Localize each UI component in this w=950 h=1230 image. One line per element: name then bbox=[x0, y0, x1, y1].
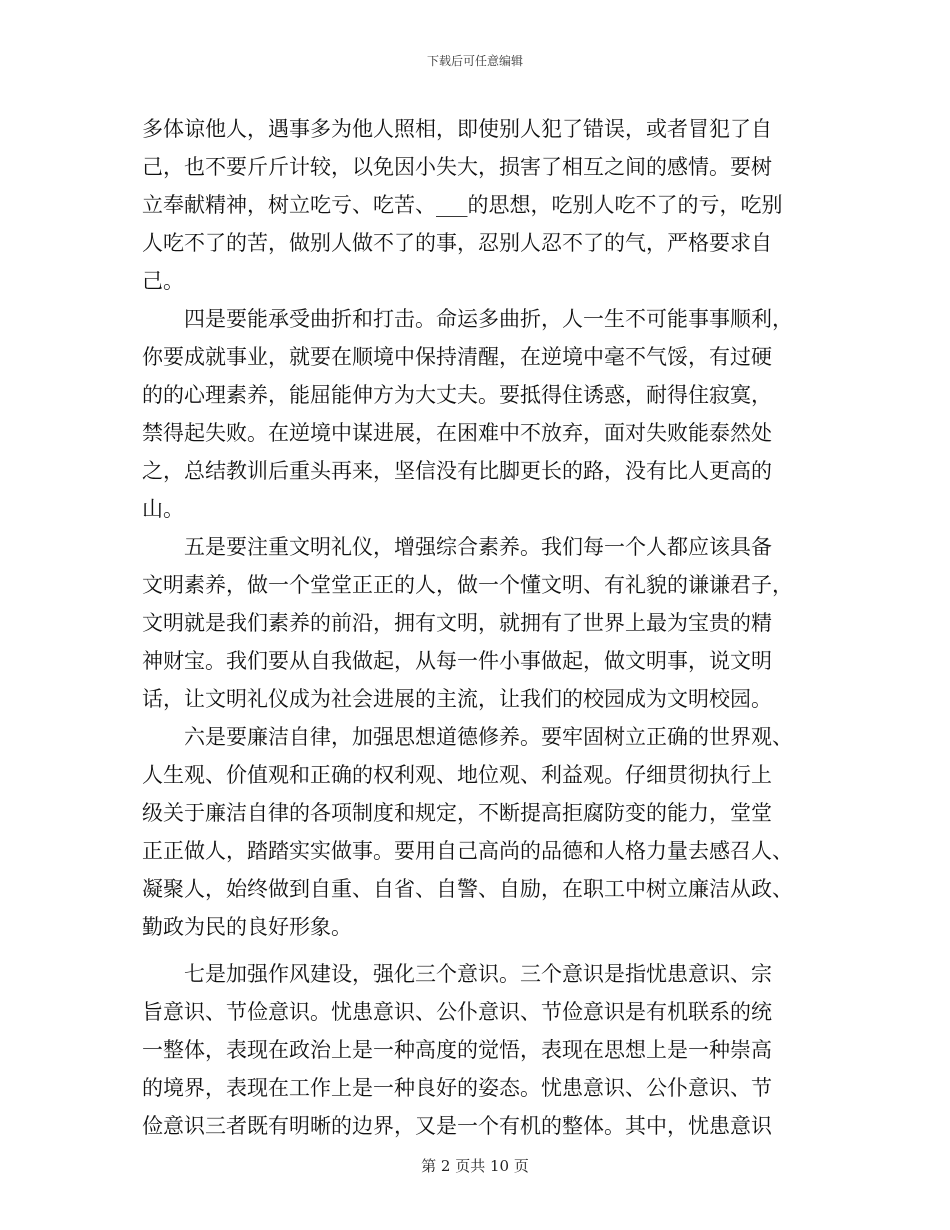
paragraph-gap bbox=[142, 946, 808, 955]
text-line: 神财宝。我们要从自我做起，从每一件小事做起，做文明事，说文明 bbox=[142, 649, 772, 673]
text-line: 文明就是我们素养的前沿，拥有文明，就拥有了世界上最为宝贵的精 bbox=[142, 611, 772, 635]
text-line: 人生观、价值观和正确的权利观、地位观、利益观。仔细贯彻执行上 bbox=[142, 763, 772, 787]
page-header: 下载后可任意编辑 bbox=[426, 54, 523, 68]
text-line: 己，也不要斤斤计较，以免因小失大，损害了相互之间的感情。要树 bbox=[142, 155, 772, 179]
page-number: 第 2 页共 10 页 bbox=[421, 1157, 529, 1175]
paragraph-1 bbox=[142, 110, 808, 300]
text-line: 旨意识、节俭意识。忧患意识、公仆意识、节俭意识是有机联系的统 bbox=[142, 1000, 772, 1024]
text-line: 文明素养，做一个堂堂正正的人，做一个懂文明、有礼貌的谦谦君子， bbox=[142, 573, 793, 597]
text-line: 级关于廉洁自律的各项制度和规定，不断提高拒腐防变的能力，堂堂 bbox=[142, 801, 772, 825]
text-line: 四是要能承受曲折和打击。命运多曲折，人一生不可能事事顺利， bbox=[142, 307, 793, 331]
text-line: 你要成就事业，就要在顺境中保持清醒，在逆境中毫不气馁，有过硬 bbox=[142, 345, 772, 369]
text-line: 山。 bbox=[142, 497, 184, 521]
text-line: 正正做人，踏踏实实做事。要用自己高尚的品德和人格力量去感召人、 bbox=[142, 839, 793, 863]
text-line: 俭意识三者既有明晰的边界，又是一个有机的整体。其中，忧患意识 bbox=[142, 1114, 772, 1138]
paragraph-3 bbox=[142, 528, 808, 718]
text-line: 凝聚人，始终做到自重、自省、自警、自励，在职工中树立廉洁从政、 bbox=[142, 877, 793, 901]
document-body bbox=[142, 110, 808, 1145]
text-line: 七是加强作风建设，强化三个意识。三个意识是指忧患意识、宗 bbox=[142, 962, 772, 986]
text-line: 立奉献精神，树立吃亏、吃苦、___的思想，吃别人吃不了的亏，吃别 bbox=[142, 193, 783, 217]
text-line: 的的心理素养，能屈能伸方为大丈夫。要抵得住诱惑，耐得住寂寞， bbox=[142, 383, 772, 407]
text-line: 一整体，表现在政治上是一种高度的觉悟，表现在思想上是一种崇高 bbox=[142, 1038, 772, 1062]
text-line: 六是要廉洁自律，加强思想道德修养。要牢固树立正确的世界观、 bbox=[142, 725, 793, 749]
text-line: 人吃不了的苦，做别人做不了的事，忍别人忍不了的气，严格要求自 bbox=[142, 231, 772, 255]
paragraph-2 bbox=[142, 300, 808, 528]
text-line: 禁得起失败。在逆境中谋进展，在困难中不放弃，面对失败能泰然处 bbox=[142, 421, 772, 445]
text-line: 的境界，表现在工作上是一种良好的姿态。忧患意识、公仆意识、节 bbox=[142, 1076, 772, 1100]
text-line: 勤政为民的良好形象。 bbox=[142, 915, 352, 939]
text-line: 之，总结教训后重头再来，坚信没有比脚更长的路，没有比人更高的 bbox=[142, 459, 772, 483]
paragraph-4 bbox=[142, 718, 808, 946]
paragraph-5 bbox=[142, 955, 808, 1145]
text-line: 话，让文明礼仪成为社会进展的主流，让我们的校园成为文明校园。 bbox=[142, 687, 772, 711]
text-line: 五是要注重文明礼仪，增强综合素养。我们每一个人都应该具备 bbox=[142, 535, 772, 559]
text-line: 己。 bbox=[142, 269, 184, 293]
text-line: 多体谅他人，遇事多为他人照相，即使别人犯了错误，或者冒犯了自 bbox=[142, 117, 772, 141]
